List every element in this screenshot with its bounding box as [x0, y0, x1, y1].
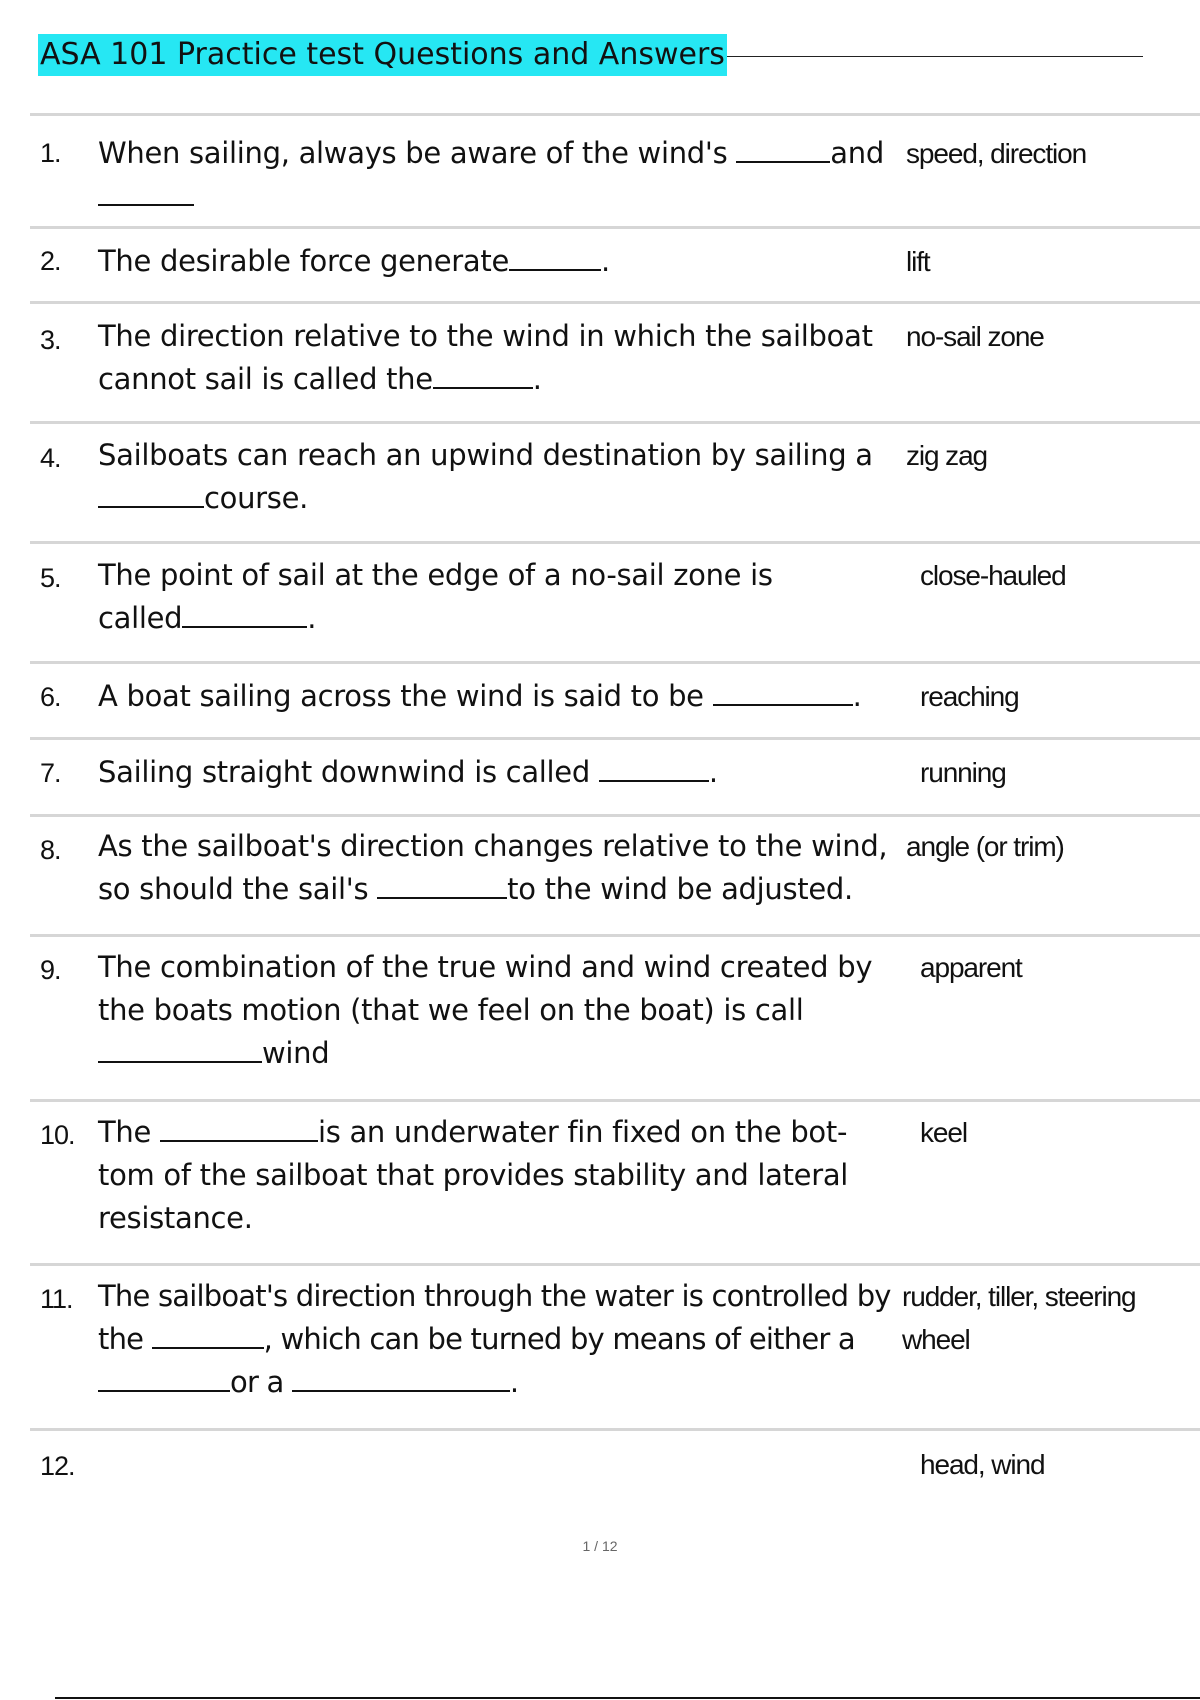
answer-blank	[292, 1364, 510, 1392]
question-number: 7.	[40, 758, 61, 788]
answer-text: head, wind	[920, 1449, 1045, 1480]
answer-blank	[98, 1364, 230, 1392]
question-text-part: Sailing straight downwind is called	[98, 755, 599, 789]
answer-line: wheel	[902, 1324, 970, 1355]
question-text	[98, 675, 938, 718]
answer-text: close-hauled	[920, 560, 1066, 591]
question-number: 3.	[40, 325, 61, 355]
answer-blank	[160, 1114, 318, 1142]
page-title: ASA 101 Practice test Questions and Answers	[38, 34, 727, 76]
question-text	[98, 240, 938, 283]
question-text-part: The	[98, 1115, 160, 1149]
answer-line: rudder, tiller, steering	[902, 1281, 1136, 1312]
question-text-part: The sailboat's direction through the water is controlled by the	[98, 1279, 891, 1356]
answer-blank	[98, 1035, 262, 1063]
question-number: 4.	[40, 443, 61, 473]
answer-blank	[736, 135, 830, 163]
question-text-part: The desirable force generate	[98, 244, 510, 278]
question-text	[98, 315, 938, 401]
answer-text: keel	[920, 1117, 967, 1148]
answer-blank	[433, 361, 533, 389]
question-text-part: or a	[230, 1365, 292, 1399]
question-text-part: .	[601, 244, 610, 278]
question-text	[98, 434, 938, 520]
question-text	[98, 946, 888, 1075]
page-indicator: 1 / 12	[582, 1538, 618, 1554]
question-text-part: .	[852, 679, 862, 713]
question-text-part: wind	[262, 1036, 330, 1070]
question-text	[98, 825, 908, 911]
question-number: 12.	[40, 1451, 75, 1481]
question-number: 1.	[40, 138, 61, 168]
question-text	[98, 1275, 908, 1404]
question-text-part: The point of sail at the edge of a no-sail zone is called	[98, 558, 773, 635]
question-row-12	[30, 1428, 1200, 1498]
question-text-part: is an underwater fin fixed on the bot-tom of the sailboat that provides stability and lateral resistance.	[98, 1115, 849, 1235]
question-text	[98, 554, 818, 640]
question-text-part: .	[307, 601, 317, 635]
question-text-part: , which can be turned by means of either a	[263, 1322, 855, 1356]
question-text-part: to the wind be adjusted.	[507, 872, 853, 906]
answer-text: zig zag	[906, 440, 988, 471]
question-row-6	[30, 661, 1200, 737]
answer-text: lift	[906, 246, 930, 277]
question-row-8	[30, 814, 1200, 934]
question-row-10	[30, 1099, 1200, 1263]
question-text-part: The direction relative to the wind in which the sailboat cannot sail is called the	[98, 319, 873, 396]
title-row	[38, 34, 1143, 78]
question-row-5	[30, 541, 1200, 661]
question-text-part: course.	[204, 481, 309, 515]
answer-text: apparent	[920, 952, 1022, 983]
question-number: 5.	[40, 563, 61, 593]
question-text	[98, 751, 938, 794]
question-number: 10.	[40, 1120, 75, 1150]
question-text-part: The combination of the true wind and wind created by the boats motion (that we feel on the boat) is call	[98, 950, 873, 1027]
question-number: 8.	[40, 835, 61, 865]
answer-blank	[509, 243, 601, 271]
question-row-1	[30, 113, 1200, 226]
question-text-part: A boat sailing across the wind is said to be	[98, 679, 713, 713]
question-text-part: When sailing, always be aware of the wind's	[98, 136, 737, 170]
answer-blank	[98, 178, 194, 206]
question-table	[30, 113, 1200, 1498]
answer-text: reaching	[920, 681, 1019, 712]
question-row-9	[30, 934, 1200, 1099]
answer-blank	[152, 1321, 264, 1349]
question-row-11	[30, 1263, 1200, 1428]
question-text-part: and	[830, 136, 884, 170]
answer-blank	[599, 754, 709, 782]
question-text-part: Sailboats can reach an upwind destination by sailing a	[98, 438, 873, 472]
question-row-3	[30, 301, 1200, 421]
answer-text: no-sail zone	[906, 321, 1044, 352]
answer-text: speed, direction	[906, 138, 1087, 169]
answer-blank	[713, 678, 853, 706]
question-number: 6.	[40, 682, 61, 712]
question-number: 2.	[40, 246, 61, 276]
question-row-2	[30, 226, 1200, 301]
question-text-part: .	[708, 755, 718, 789]
question-text-part: .	[532, 362, 542, 396]
answer-blank	[377, 871, 507, 899]
question-number: 11.	[40, 1284, 73, 1314]
question-text-part: As the sailboat's direction changes relative to the wind, so should the sail's	[98, 829, 888, 906]
answer-text	[902, 1275, 1200, 1361]
answer-text: angle (or trim)	[906, 831, 1064, 862]
question-number: 9.	[40, 955, 61, 985]
question-text-part: .	[509, 1365, 519, 1399]
question-text	[98, 1111, 898, 1240]
question-text	[98, 132, 938, 218]
question-row-4	[30, 421, 1200, 541]
answer-text: running	[920, 757, 1006, 788]
answer-blank	[182, 600, 307, 628]
answer-blank	[98, 480, 204, 508]
question-row-7	[30, 737, 1200, 814]
bottom-divider	[55, 1697, 1200, 1699]
